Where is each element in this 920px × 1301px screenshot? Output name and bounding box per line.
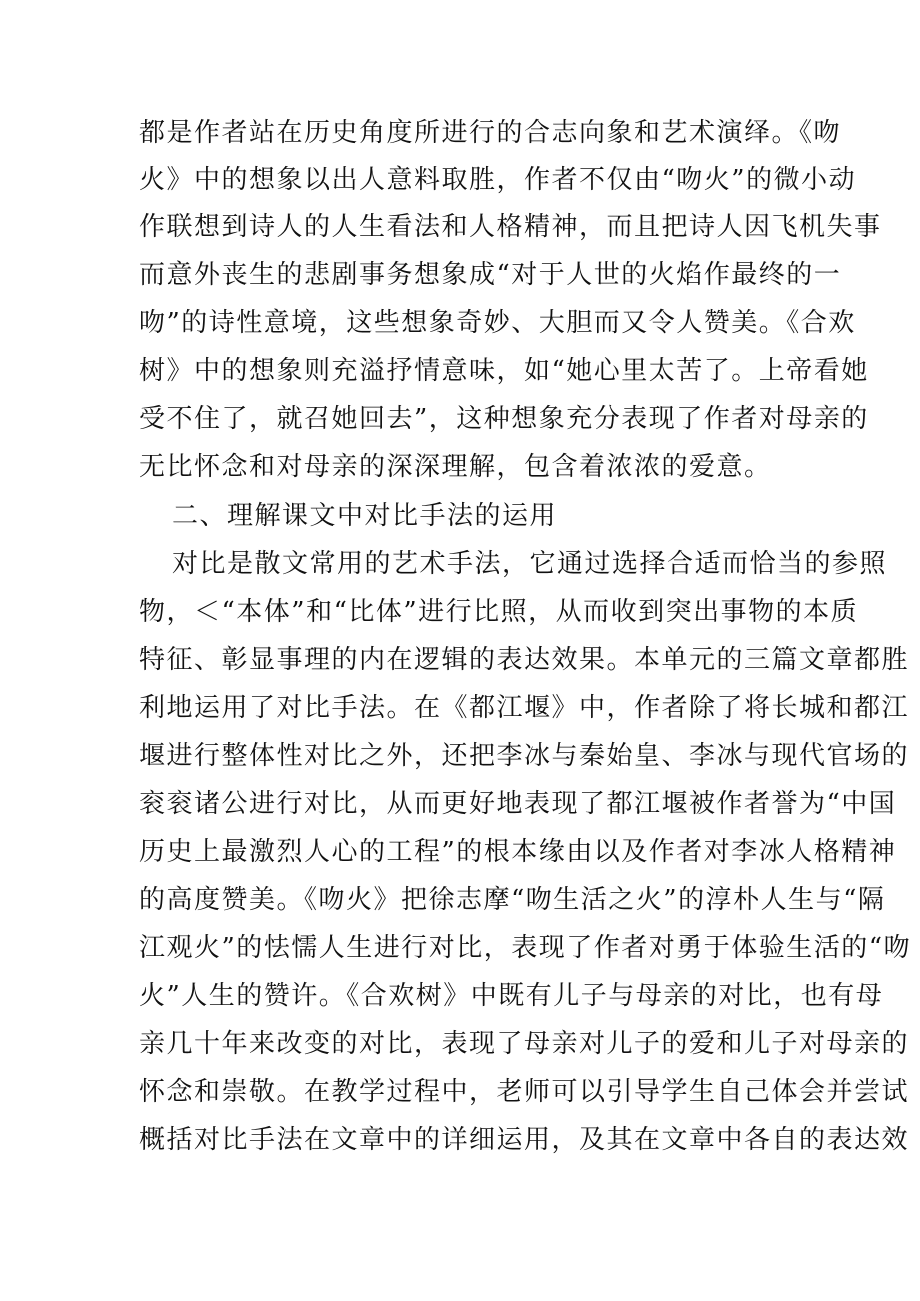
paragraph-line: 都是作者站在历史角度所进行的合志向象和艺术演绎。《吻	[139, 118, 842, 148]
paragraph-line: 吻”的诗性意境，这些想象奇妙、大胆而又令人赞美。《合欢	[139, 308, 856, 338]
paragraph-line: 衮衮诸公进行对比，从而更好地表现了都江堰被作者誉为“中国	[139, 789, 897, 819]
paragraph-line: 的高度赞美。《吻火》把徐志摩“吻生活之火”的淳朴人生与“隔	[139, 885, 886, 915]
paragraph-line: 对比是散文常用的艺术手法，它通过选择合适而恰当的参照	[172, 549, 888, 579]
paragraph-line: 利地运用了对比手法。在《都江堰》中，作者除了将长城和都江	[139, 693, 910, 723]
paragraph-line: 特征、彰显事理的内在逻辑的表达效果。本单元的三篇文章都胜	[139, 645, 910, 675]
paragraph-line: 堰进行整体性对比之外，还把李冰与秦始皇、李冰与现代官场的	[139, 741, 910, 771]
paragraph-line: 概括对比手法在文章中的详细运用，及其在文章中各自的表达效	[139, 1125, 910, 1155]
paragraph-line: 而意外丧生的悲剧事务想象成“对于人世的火焰作最终的一	[139, 260, 842, 290]
paragraph-line: 火》中的想象以出人意料取胜，作者不仅由“吻火”的微小动	[139, 165, 857, 195]
paragraph-line: 江观火”的怯懦人生进行对比，表现了作者对勇于体验生活的“吻	[139, 933, 912, 963]
paragraph-line: 物，＜“本体”和“比体”进行比照，从而收到突出事物的本质	[139, 597, 859, 627]
paragraph-line: 受不住了，就召她回去”，这种想象充分表现了作者对母亲的	[139, 404, 869, 434]
paragraph-line: 无比怀念和对母亲的深深理解，包含着浓浓的爱意。	[139, 452, 772, 482]
paragraph-line: 亲几十年来改变的对比，表现了母亲对儿子的爱和儿子对母亲的	[139, 1029, 910, 1059]
section-heading: 二、理解课文中对比手法的运用	[172, 501, 558, 531]
paragraph-line: 火”人生的赞许。《合欢树》中既有儿子与母亲的对比，也有母	[139, 981, 884, 1011]
paragraph-line: 作联想到诗人的人生看法和人格精神，而且把诗人因飞机失事	[139, 212, 882, 242]
paragraph-line: 树》中的想象则充溢抒情意味，如“她心里太苦了。上帝看她	[139, 356, 869, 386]
paragraph-line: 历史上最激烈人心的工程”的根本缘由以及作者对李冰人格精神	[139, 837, 897, 867]
paragraph-line: 怀念和崇敬。在教学过程中，老师可以引导学生自己体会并尝试	[139, 1077, 910, 1107]
